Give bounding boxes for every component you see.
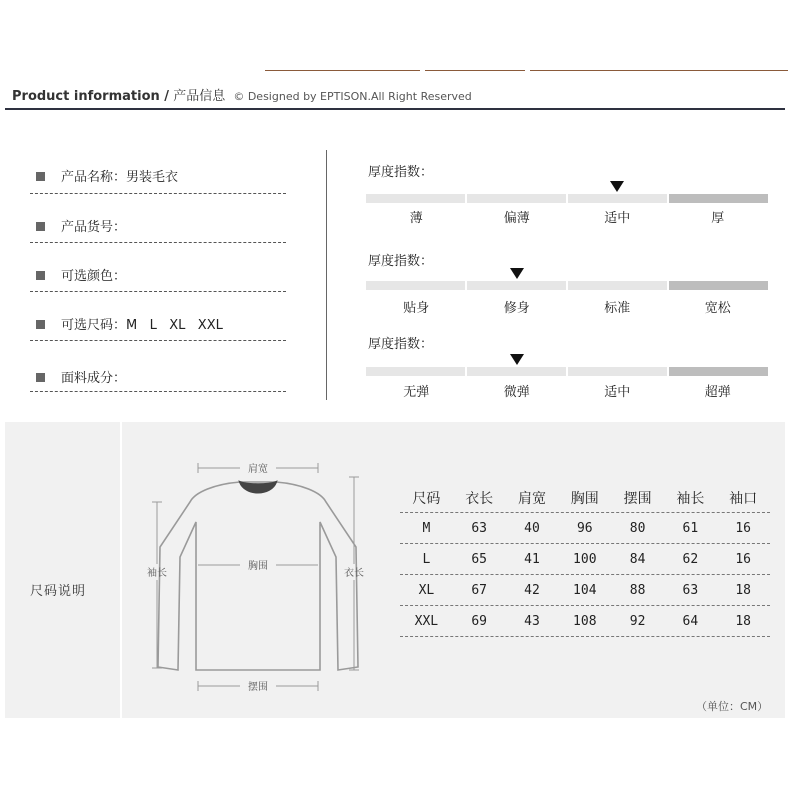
table-cell: XL — [418, 583, 435, 598]
gauge-labels — [366, 207, 768, 226]
info-label: 产品名称：男装毛衣 — [61, 170, 179, 185]
info-separator — [30, 193, 286, 194]
gauge-label: 偏薄 — [503, 211, 530, 226]
info-separator — [30, 340, 286, 341]
bullet-square-icon — [36, 222, 45, 231]
gauge-label: 标准 — [604, 301, 631, 316]
page-header — [12, 85, 472, 104]
table-cell: 41 — [524, 552, 540, 567]
gauge-label: 薄 — [409, 211, 423, 226]
info-label: 面料成分： — [61, 371, 127, 386]
table-cell: L — [422, 552, 431, 567]
table-header-row — [400, 482, 770, 513]
gauge-label: 无弹 — [403, 385, 430, 400]
gauge-labels — [366, 381, 768, 400]
size-heading: 尺码说明 — [30, 584, 87, 599]
gauge-bar — [366, 281, 768, 290]
table-cell: 88 — [629, 583, 646, 598]
collar — [240, 482, 276, 493]
column-divider — [326, 150, 327, 400]
gauge-label: 贴身 — [403, 301, 430, 316]
info-separator — [30, 391, 286, 392]
table-row — [400, 544, 770, 575]
gauge-label: 微弹 — [503, 385, 530, 400]
gauge-label: 适中 — [604, 385, 631, 400]
table-cell: 16 — [735, 521, 751, 536]
table-cell: 18 — [735, 583, 751, 598]
table-cell: 100 — [573, 552, 597, 567]
gauge-label: 适中 — [604, 211, 631, 226]
selected-marker-icon — [510, 268, 524, 279]
info-label: 产品货号： — [61, 220, 127, 235]
bullet-square-icon — [36, 373, 45, 382]
gauge-bar — [366, 194, 768, 203]
table-cell: 62 — [682, 552, 699, 567]
table-cell: M — [422, 521, 431, 536]
table-cell: 65 — [471, 552, 488, 567]
hem-label: 摆围 — [248, 682, 268, 693]
table-cell: 92 — [629, 614, 646, 629]
length-label: 衣长 — [344, 568, 364, 579]
info-item-colors — [36, 265, 286, 284]
table-row — [400, 513, 770, 544]
info-separator — [30, 242, 286, 243]
info-item-sku — [36, 216, 286, 235]
info-item-name — [36, 166, 286, 185]
shoulder-label: 肩宽 — [248, 464, 268, 475]
table-row — [400, 575, 770, 606]
table-cell: 43 — [524, 614, 540, 629]
table-row — [400, 606, 770, 637]
table-header-cell: 尺码 — [412, 490, 441, 507]
top-rule-1 — [265, 70, 420, 71]
info-item-sizes — [36, 314, 286, 333]
table-header-cell: 肩宽 — [517, 490, 546, 507]
selected-marker-icon — [510, 354, 524, 365]
table-cell: 61 — [682, 521, 699, 536]
table-header-cell: 衣长 — [465, 490, 494, 507]
bullet-square-icon — [36, 320, 45, 329]
sweater-diagram — [140, 452, 380, 702]
table-cell: 67 — [471, 583, 488, 598]
sleeve-label: 袖长 — [147, 568, 167, 579]
table-cell: 84 — [629, 552, 646, 567]
top-rule-2 — [425, 70, 525, 71]
size-table — [400, 482, 770, 637]
info-label: 可选尺码：M L XL XXL — [61, 318, 223, 333]
table-cell: 69 — [471, 614, 488, 629]
table-cell: 80 — [629, 521, 646, 536]
table-cell: 96 — [576, 521, 593, 536]
gauge-label: 宽松 — [704, 301, 731, 316]
header-divider — [5, 108, 785, 110]
table-header-cell: 袖长 — [676, 490, 705, 507]
bullet-square-icon — [36, 271, 45, 280]
header-copyright: © Designed by EPTISON.All Right Reserved — [233, 90, 472, 103]
table-cell: XXL — [414, 614, 439, 629]
size-panel-divider — [120, 422, 122, 718]
info-label: 可选颜色： — [61, 269, 127, 284]
table-cell: 18 — [735, 614, 751, 629]
table-header-cell: 摆围 — [623, 490, 652, 507]
table-cell: 108 — [573, 614, 597, 629]
table-cell: 42 — [524, 583, 540, 598]
gauge-title: 厚度指数： — [368, 337, 434, 352]
table-cell: 40 — [524, 521, 540, 536]
gauge-labels — [366, 297, 768, 316]
header-title-en: Product information / — [12, 89, 170, 104]
measure-lines — [152, 463, 359, 691]
unit-note: （单位：CM） — [696, 700, 769, 713]
gauge-label: 超弹 — [704, 385, 731, 400]
gauge-bar — [366, 367, 768, 376]
table-cell: 64 — [682, 614, 699, 629]
selected-marker-icon — [610, 181, 624, 192]
gauge-title: 厚度指数： — [368, 165, 434, 180]
top-rule-3 — [530, 70, 788, 71]
gauge-title: 厚度指数： — [368, 254, 434, 269]
gauge-label: 修身 — [503, 301, 530, 316]
table-header-cell: 胸围 — [570, 490, 599, 507]
chest-label: 胸围 — [248, 561, 268, 572]
info-item-fabric — [36, 367, 286, 386]
table-header-cell: 袖口 — [729, 490, 758, 507]
info-separator — [30, 291, 286, 292]
header-title-cn: 产品信息 — [173, 89, 226, 104]
table-cell: 104 — [573, 583, 597, 598]
bullet-square-icon — [36, 172, 45, 181]
table-cell: 63 — [682, 583, 699, 598]
table-cell: 16 — [735, 552, 751, 567]
sweater-outline — [158, 482, 358, 670]
table-cell: 63 — [471, 521, 488, 536]
gauge-label: 厚 — [711, 211, 725, 226]
